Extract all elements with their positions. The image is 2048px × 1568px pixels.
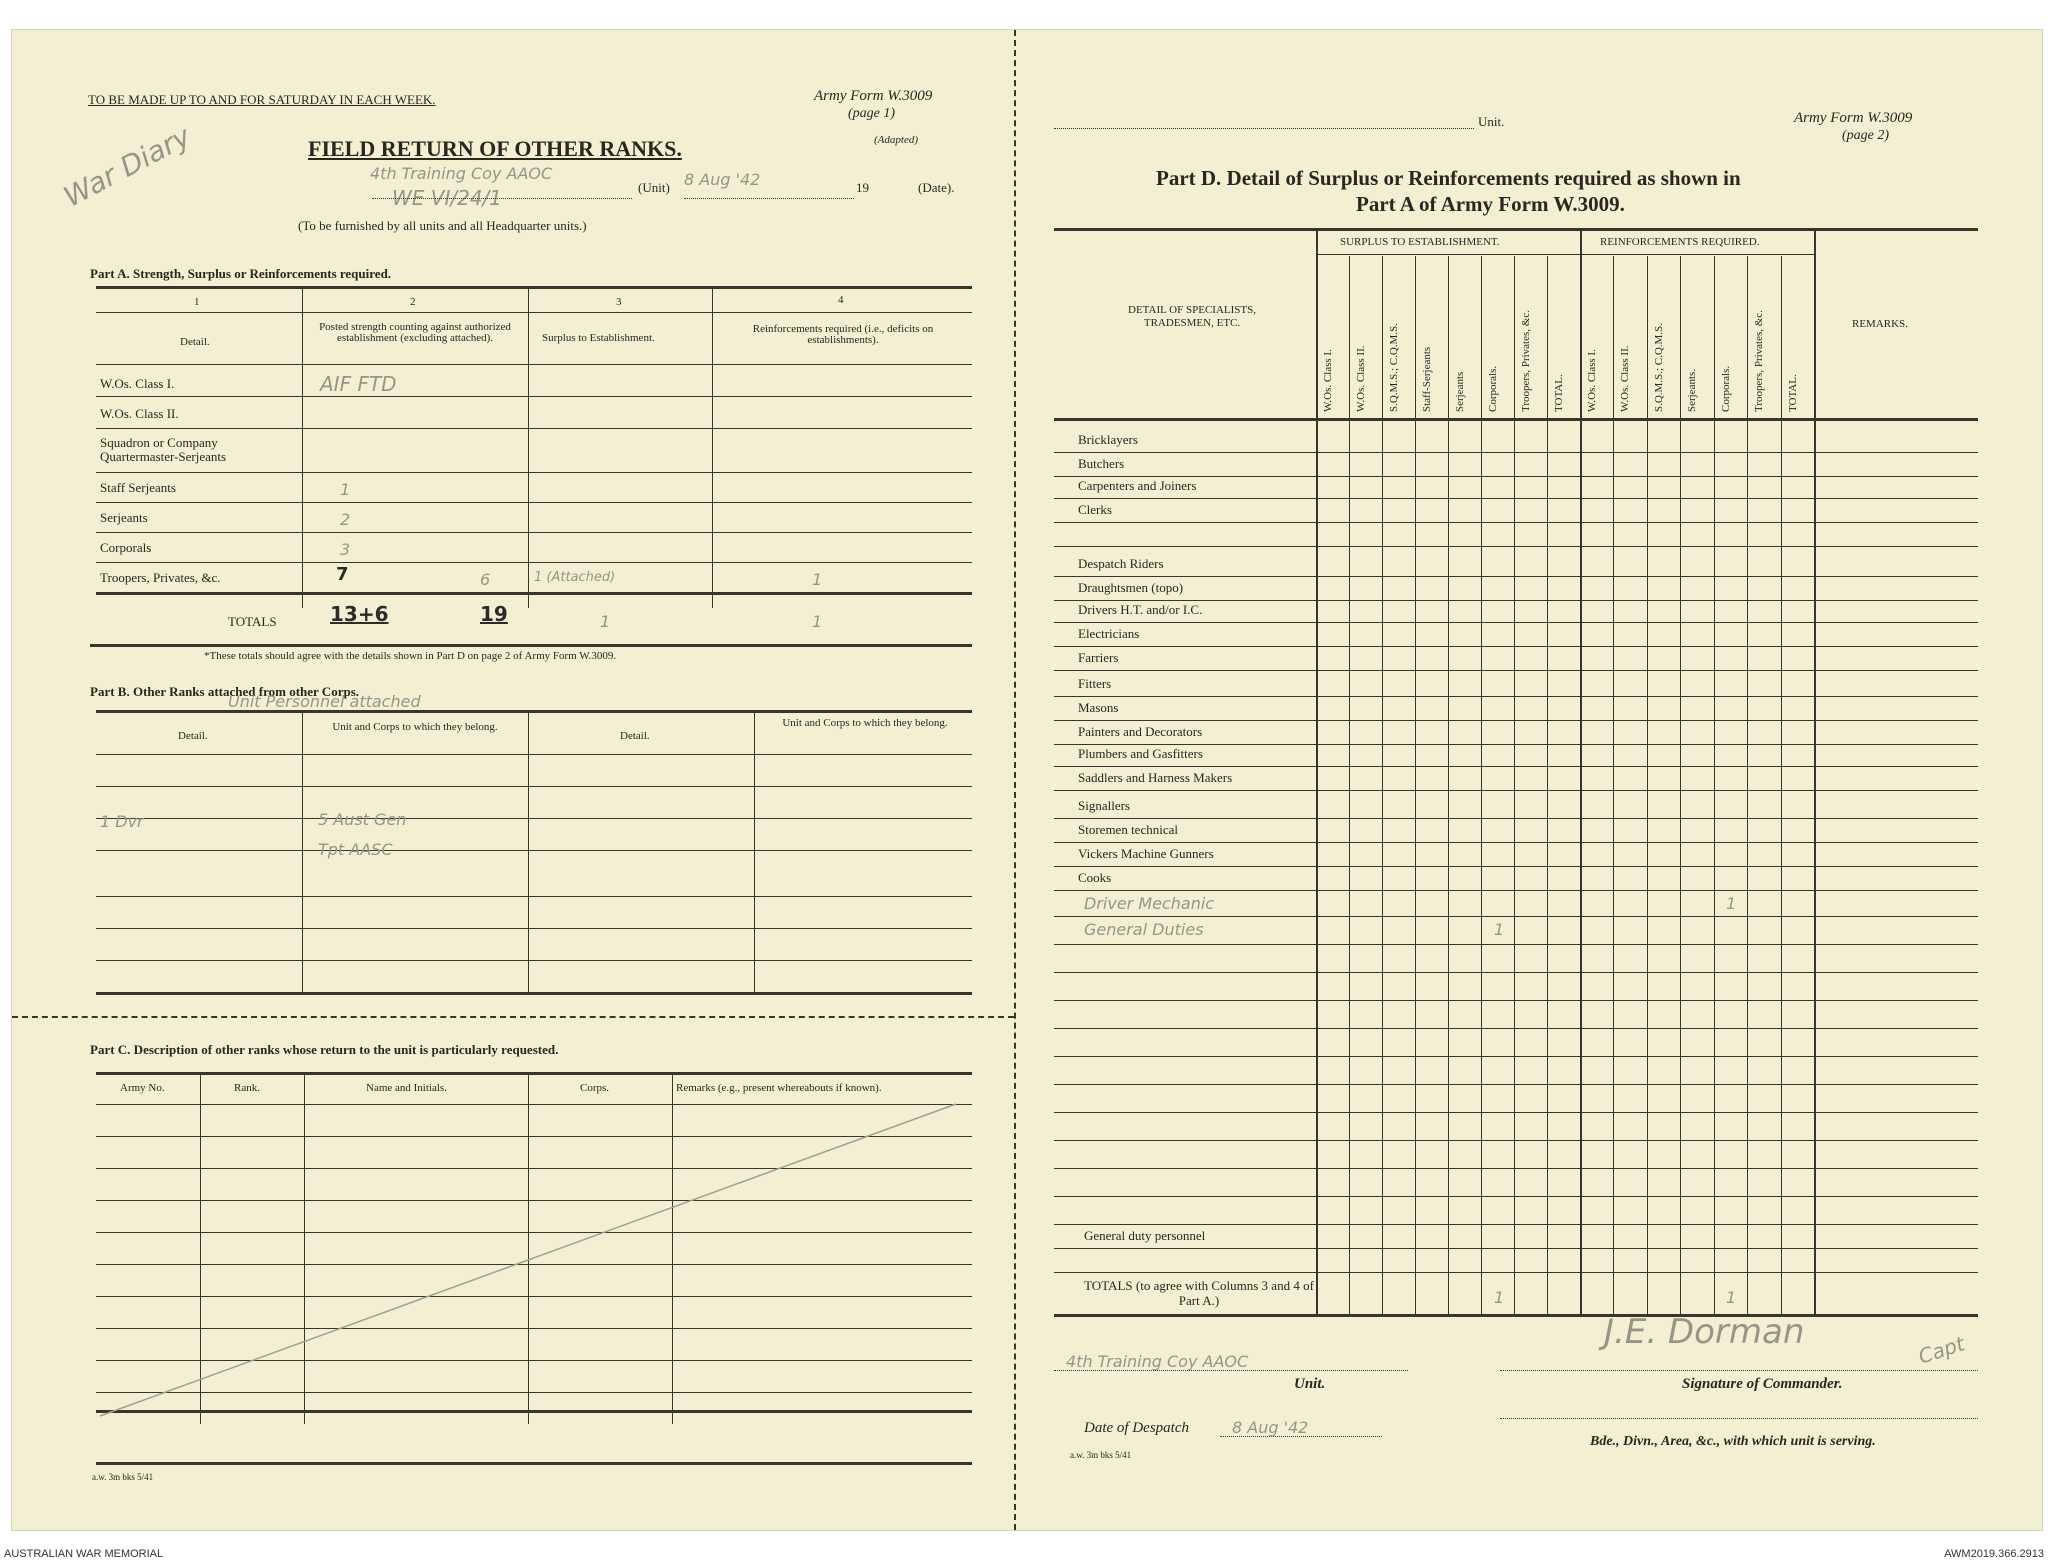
trade-row-label: Butchers: [1078, 456, 1125, 471]
part-a-row-detail: Serjeants: [100, 510, 148, 525]
part-d-rule: [1054, 1196, 1978, 1197]
part-d-rule: [1054, 1056, 1978, 1057]
part-d-rule: [1054, 498, 1978, 499]
reinf-col-header: W.Os. Class I.: [1586, 349, 1598, 412]
sig-commander-line: [1500, 1370, 1978, 1371]
form-ref-2: Army Form W.3009: [1794, 110, 1913, 126]
surplus-col-div: [1448, 256, 1449, 1314]
part-d-col-div: [1580, 230, 1582, 1316]
part-a-row-value: 6: [480, 570, 491, 589]
part-a-col-header: Detail.: [180, 336, 210, 348]
part-d-rule: [1054, 646, 1978, 647]
part-a-rule: [96, 312, 972, 313]
hw-total-reinf: 1: [1726, 1288, 1737, 1307]
part-a-col-number: 4: [838, 294, 844, 306]
part-d-rule: [1054, 600, 1978, 601]
part-d-title-line1: Part D. Detail of Surplus or Reinforcements required as shown in: [1156, 166, 1741, 190]
trade-row-label: Draughtsmen (topo): [1078, 580, 1184, 595]
strike-through-line: [96, 1100, 972, 1420]
part-c-col-header: Name and Initials.: [366, 1082, 447, 1094]
form-ref-1: Army Form W.3009: [814, 88, 933, 104]
part-d-surplus-header: SURPLUS TO ESTABLISHMENT.: [1340, 236, 1500, 248]
part-d-rule: [1054, 790, 1978, 791]
part-a-top-rule: [96, 286, 972, 289]
hw-part-b-unit: 5 Aust Gen: [318, 810, 407, 829]
part-d-rule: [1054, 622, 1978, 623]
part-c-col-header: Remarks (e.g., present whereabouts if known).: [676, 1082, 882, 1094]
part-d-col-div: [1316, 230, 1318, 1316]
surplus-col-header: Corporals.: [1487, 365, 1499, 412]
furnish-note: (To be furnished by all units and all Headquarter units.): [298, 218, 587, 233]
part-c-top-rule: [96, 1072, 972, 1075]
hw-signature: J.E. Dorman: [1604, 1312, 1805, 1352]
part-b-col-header: Unit and Corps to which they belong.: [782, 717, 948, 729]
part-d-rule: [1054, 1084, 1978, 1085]
surplus-col-div: [1514, 256, 1515, 1314]
part-d-rule: [1054, 1248, 1978, 1249]
surplus-col-header: Serjeants: [1454, 371, 1466, 412]
part-a-bottom-rule: [90, 644, 972, 647]
part-d-rule: [1054, 890, 1978, 891]
reinf-col-div: [1613, 256, 1614, 1314]
surplus-col-div: [1481, 256, 1482, 1314]
hw-aif-ftd: AIF FTD: [320, 372, 397, 396]
part-b-rule: [96, 818, 972, 819]
part-a-row-detail: W.Os. Class II.: [100, 406, 179, 421]
part-d-rule: [1054, 576, 1978, 577]
part-d-rule: [1054, 916, 1978, 917]
form-title: FIELD RETURN OF OTHER RANKS.: [308, 136, 682, 161]
part-d-reinf-header: REINFORCEMENTS REQUIRED.: [1600, 236, 1760, 248]
part-a-row-detail: Squadron or Company Quartermaster-Serjeants: [100, 435, 227, 464]
hw-despatch-unit: 4th Training Coy AAOC: [1066, 1352, 1249, 1371]
part-d-rule: [1054, 1028, 1978, 1029]
trade-row-label: Saddlers and Harness Makers: [1078, 770, 1233, 785]
unit-label: (Unit): [638, 180, 670, 195]
part-d-rule: [1054, 744, 1978, 745]
hw-war-diary: War Diary: [58, 119, 196, 214]
part-a-total-value: 13+6: [330, 602, 389, 626]
part-b-rule: [96, 850, 972, 851]
part-c-col-header: Army No.: [120, 1082, 165, 1094]
surplus-col-div: [1547, 256, 1548, 1314]
part-d-rule: [1054, 476, 1978, 477]
part-a-rule: [96, 562, 972, 563]
part-a-rule: [96, 396, 972, 397]
part-b-rule: [96, 960, 972, 961]
part-d-rule: [1054, 818, 1978, 819]
reinf-col-header: Corporals.: [1719, 365, 1732, 412]
part-b-bottom-rule: [96, 992, 972, 995]
despatch-label: Date of Despatch: [1084, 1420, 1189, 1436]
surplus-col-header: TOTAL.: [1553, 374, 1565, 412]
trade-row-label: Signallers: [1078, 798, 1130, 813]
part-a-col-header: Surplus to Establishment.: [542, 332, 655, 344]
sig-unit-label: Unit.: [1294, 1376, 1326, 1392]
surplus-col-div: [1382, 256, 1383, 1314]
general-duty-label: General duty personnel: [1084, 1228, 1206, 1243]
year-label: 19: [856, 180, 869, 195]
part-a-rule: [96, 502, 972, 503]
surplus-col-div: [1349, 256, 1350, 1314]
archive-footer-left: AUSTRALIAN WAR MEMORIAL: [4, 1548, 164, 1560]
trade-row-label: Cooks: [1078, 870, 1112, 885]
part-d-rule: [1054, 696, 1978, 697]
part-a-col-div: [528, 288, 529, 608]
part-c-heading: Part C. Description of other ranks whose return to the unit is particularly requested.: [90, 1042, 559, 1057]
part-d-top-rule: [1054, 228, 1978, 231]
part-a-row-detail: Staff Serjeants: [100, 480, 176, 495]
part-d-rule: [1054, 866, 1978, 867]
surplus-col-header: S.Q.M.S.; C.Q.M.S.: [1388, 323, 1400, 412]
part-a-row-detail: W.Os. Class I.: [100, 376, 175, 391]
part-d-remarks-header: REMARKS.: [1852, 318, 1908, 330]
part-d-rule: [1054, 1224, 1978, 1225]
part-a-row-detail: Corporals: [100, 540, 152, 555]
part-d-detail-header: DETAIL OF SPECIALISTS, TRADESMEN, ETC.: [1128, 304, 1256, 329]
sig-commander-label: Signature of Commander.: [1682, 1376, 1843, 1392]
part-b-rule: [96, 754, 972, 755]
surplus-col-header: W.Os. Class I.: [1322, 349, 1334, 412]
part-a-col-header: Posted strength counting against authorized establishment (excluding attached).: [319, 321, 511, 344]
date-label: (Date).: [918, 180, 955, 195]
part-d-rule: [1054, 522, 1978, 523]
part-d-subheader-rule: [1316, 254, 1814, 255]
hw-despatch-date: 8 Aug '42: [1232, 1418, 1309, 1437]
reinf-col-header: Serjeants.: [1686, 368, 1699, 412]
fold-line: [1014, 30, 1016, 1530]
hw-part-b-note: Unit Personnel attached: [228, 692, 421, 711]
trade-row-label: Plumbers and Gasfitters: [1078, 746, 1203, 761]
part-c-col-header: Rank.: [234, 1082, 260, 1094]
part-b-rule: [96, 786, 972, 787]
part-d-rule: [1054, 452, 1978, 453]
part-d-rule: [1054, 1168, 1978, 1169]
part-d-rule: [1054, 842, 1978, 843]
unit-dotted-line-2: [1054, 128, 1474, 129]
sig-unit-line: [1054, 1370, 1408, 1371]
hw-trade-row: Driver Mechanic: [1084, 894, 1215, 913]
trade-row-label: Masons: [1078, 700, 1119, 715]
part-b-rule: [96, 928, 972, 929]
reinf-col-header: Troopers, Privates, &c.: [1753, 310, 1766, 412]
hw-total-surplus: 1: [1494, 1288, 1505, 1307]
part-d-rule: [1054, 944, 1978, 945]
part-d-rule: [1054, 670, 1978, 671]
part-a-row-value: 2: [340, 510, 351, 529]
reinf-col-div: [1714, 256, 1715, 1314]
part-a-row-value: 3: [340, 540, 351, 559]
archive-footer-right: AWM2019.366.2913: [1944, 1548, 2044, 1560]
adapted-label: (Adapted): [874, 134, 918, 146]
part-d-rule: [1054, 546, 1978, 547]
part-a-rule: [96, 472, 972, 473]
trade-row-label: Electricians: [1078, 626, 1140, 641]
print-code-1: a.w. 3m bks 5/41: [92, 1472, 154, 1482]
surplus-col-div: [1415, 256, 1416, 1314]
surplus-col-header: Staff-Serjeants: [1421, 346, 1433, 412]
trade-row-label: Bricklayers: [1078, 432, 1138, 447]
part-d-totals-label: TOTALS (to agree with Columns 3 and 4 of Part A.): [1084, 1278, 1314, 1308]
reinf-col-div: [1680, 256, 1681, 1314]
part-a-rule: [96, 428, 972, 429]
trade-row-label: Despatch Riders: [1078, 556, 1164, 571]
part-a-row-value: 7: [336, 564, 349, 585]
part-a-row-value: 1: [812, 570, 823, 589]
part-d-rule: [1054, 1272, 1978, 1273]
part-d-rule: [1054, 720, 1978, 721]
part-a-total-value: 1: [600, 612, 611, 631]
reinf-col-div: [1781, 256, 1782, 1314]
part-a-col-number: 1: [194, 296, 200, 308]
part-a-col-number: 2: [410, 296, 416, 308]
part-a-footnote: *These totals should agree with the details shown in Part D on page 2 of Army Form W.3009.: [204, 650, 617, 662]
reinf-col-header: S.Q.M.S.; C.Q.M.S.: [1652, 323, 1665, 412]
part-a-col-header: Reinforcements required (i.e., deficits on establishments).: [752, 323, 934, 346]
part-d-rule: [1054, 972, 1978, 973]
date-dotted-line: [684, 198, 854, 199]
reinf-col-header: TOTAL.: [1786, 374, 1799, 412]
part-b-col-header: Unit and Corps to which they belong.: [332, 721, 498, 733]
trade-row-label: Painters and Decorators: [1078, 724, 1203, 739]
part-a-totals-rule: [96, 592, 972, 595]
unit-dotted-line: [372, 198, 632, 199]
bde-label: Bde., Divn., Area, &c., with which unit is serving.: [1590, 1434, 1876, 1449]
hw-signature-rank: Capt: [1915, 1331, 1968, 1369]
print-code-2: a.w. 3m bks 5/41: [1070, 1450, 1132, 1460]
form-page-2: (page 2): [1842, 128, 1890, 143]
part-a-row-detail: Troopers, Privates, &c.: [100, 570, 221, 585]
part-a-total-value: 19: [480, 602, 508, 626]
part-a-total-value: 1: [812, 612, 823, 631]
part-d-rule: [1054, 1140, 1978, 1141]
perforation-line: [12, 1016, 1014, 1018]
part-a-col-div: [712, 288, 713, 608]
part-b-col-header: Detail.: [178, 730, 208, 742]
hw-ref: WE VI/24/1: [392, 186, 502, 210]
trade-row-label: Farriers: [1078, 650, 1119, 665]
part-a-row-value: 1 (Attached): [534, 570, 616, 585]
reinf-col-header: W.Os. Class II.: [1619, 345, 1632, 412]
part-d-col-div: [1814, 230, 1816, 1316]
part-a-heading: Part A. Strength, Surplus or Reinforcements required.: [90, 266, 392, 281]
trade-row-label: Clerks: [1078, 502, 1112, 517]
surplus-col-header: W.Os. Class II.: [1355, 345, 1367, 412]
part-d-header-rule: [1054, 418, 1978, 421]
part-d-rule: [1054, 1000, 1978, 1001]
part-d-title-line2: Part A of Army Form W.3009.: [1356, 192, 1625, 216]
part-c-col-header: Corps.: [580, 1082, 610, 1094]
part-b-heading: Part B. Other Ranks attached from other Corps.: [90, 684, 360, 699]
part-c-bottom-rule: [96, 1462, 972, 1465]
part-a-totals-label: TOTALS: [228, 614, 277, 629]
part-b-col-header: Detail.: [620, 730, 650, 742]
trade-row-label: Fitters: [1078, 676, 1112, 691]
part-a-row-value: 1: [340, 480, 351, 499]
trade-row-label: Storemen technical: [1078, 822, 1178, 837]
surplus-col-header: Troopers, Privates, &c.: [1520, 310, 1532, 412]
hw-trade-row: General Duties: [1084, 920, 1204, 939]
hw-unit: 4th Training Coy AAOC: [370, 164, 553, 183]
part-a-rule: [96, 532, 972, 533]
hw-part-b-unit: Tpt AASC: [318, 840, 393, 859]
trade-row-label: Vickers Machine Gunners: [1078, 846, 1214, 861]
unit-label-2: Unit.: [1478, 114, 1505, 129]
reinf-col-div: [1747, 256, 1748, 1314]
reinf-col-div: [1647, 256, 1648, 1314]
trade-row-label: Drivers H.T. and/or I.C.: [1078, 602, 1203, 617]
part-b-top-rule: [96, 710, 972, 713]
part-a-col-div: [302, 288, 303, 608]
part-b-rule: [96, 896, 972, 897]
hw-mark: 1: [1494, 920, 1505, 939]
form-page-1: (page 1): [848, 106, 896, 121]
part-d-bottom-rule: [1054, 1314, 1978, 1317]
hw-date: 8 Aug '42: [684, 170, 761, 189]
part-a-rule: [96, 364, 972, 365]
part-a-col-number: 3: [616, 296, 622, 308]
bde-line: [1500, 1418, 1978, 1419]
trade-row-label: Carpenters and Joiners: [1078, 478, 1197, 493]
hw-mark: 1: [1726, 894, 1737, 913]
part-d-rule: [1054, 766, 1978, 767]
header-note: TO BE MADE UP TO AND FOR SATURDAY IN EACH WEEK.: [88, 92, 436, 107]
part-d-rule: [1054, 1112, 1978, 1113]
hw-part-b-detail: 1 Dvr: [100, 812, 144, 831]
